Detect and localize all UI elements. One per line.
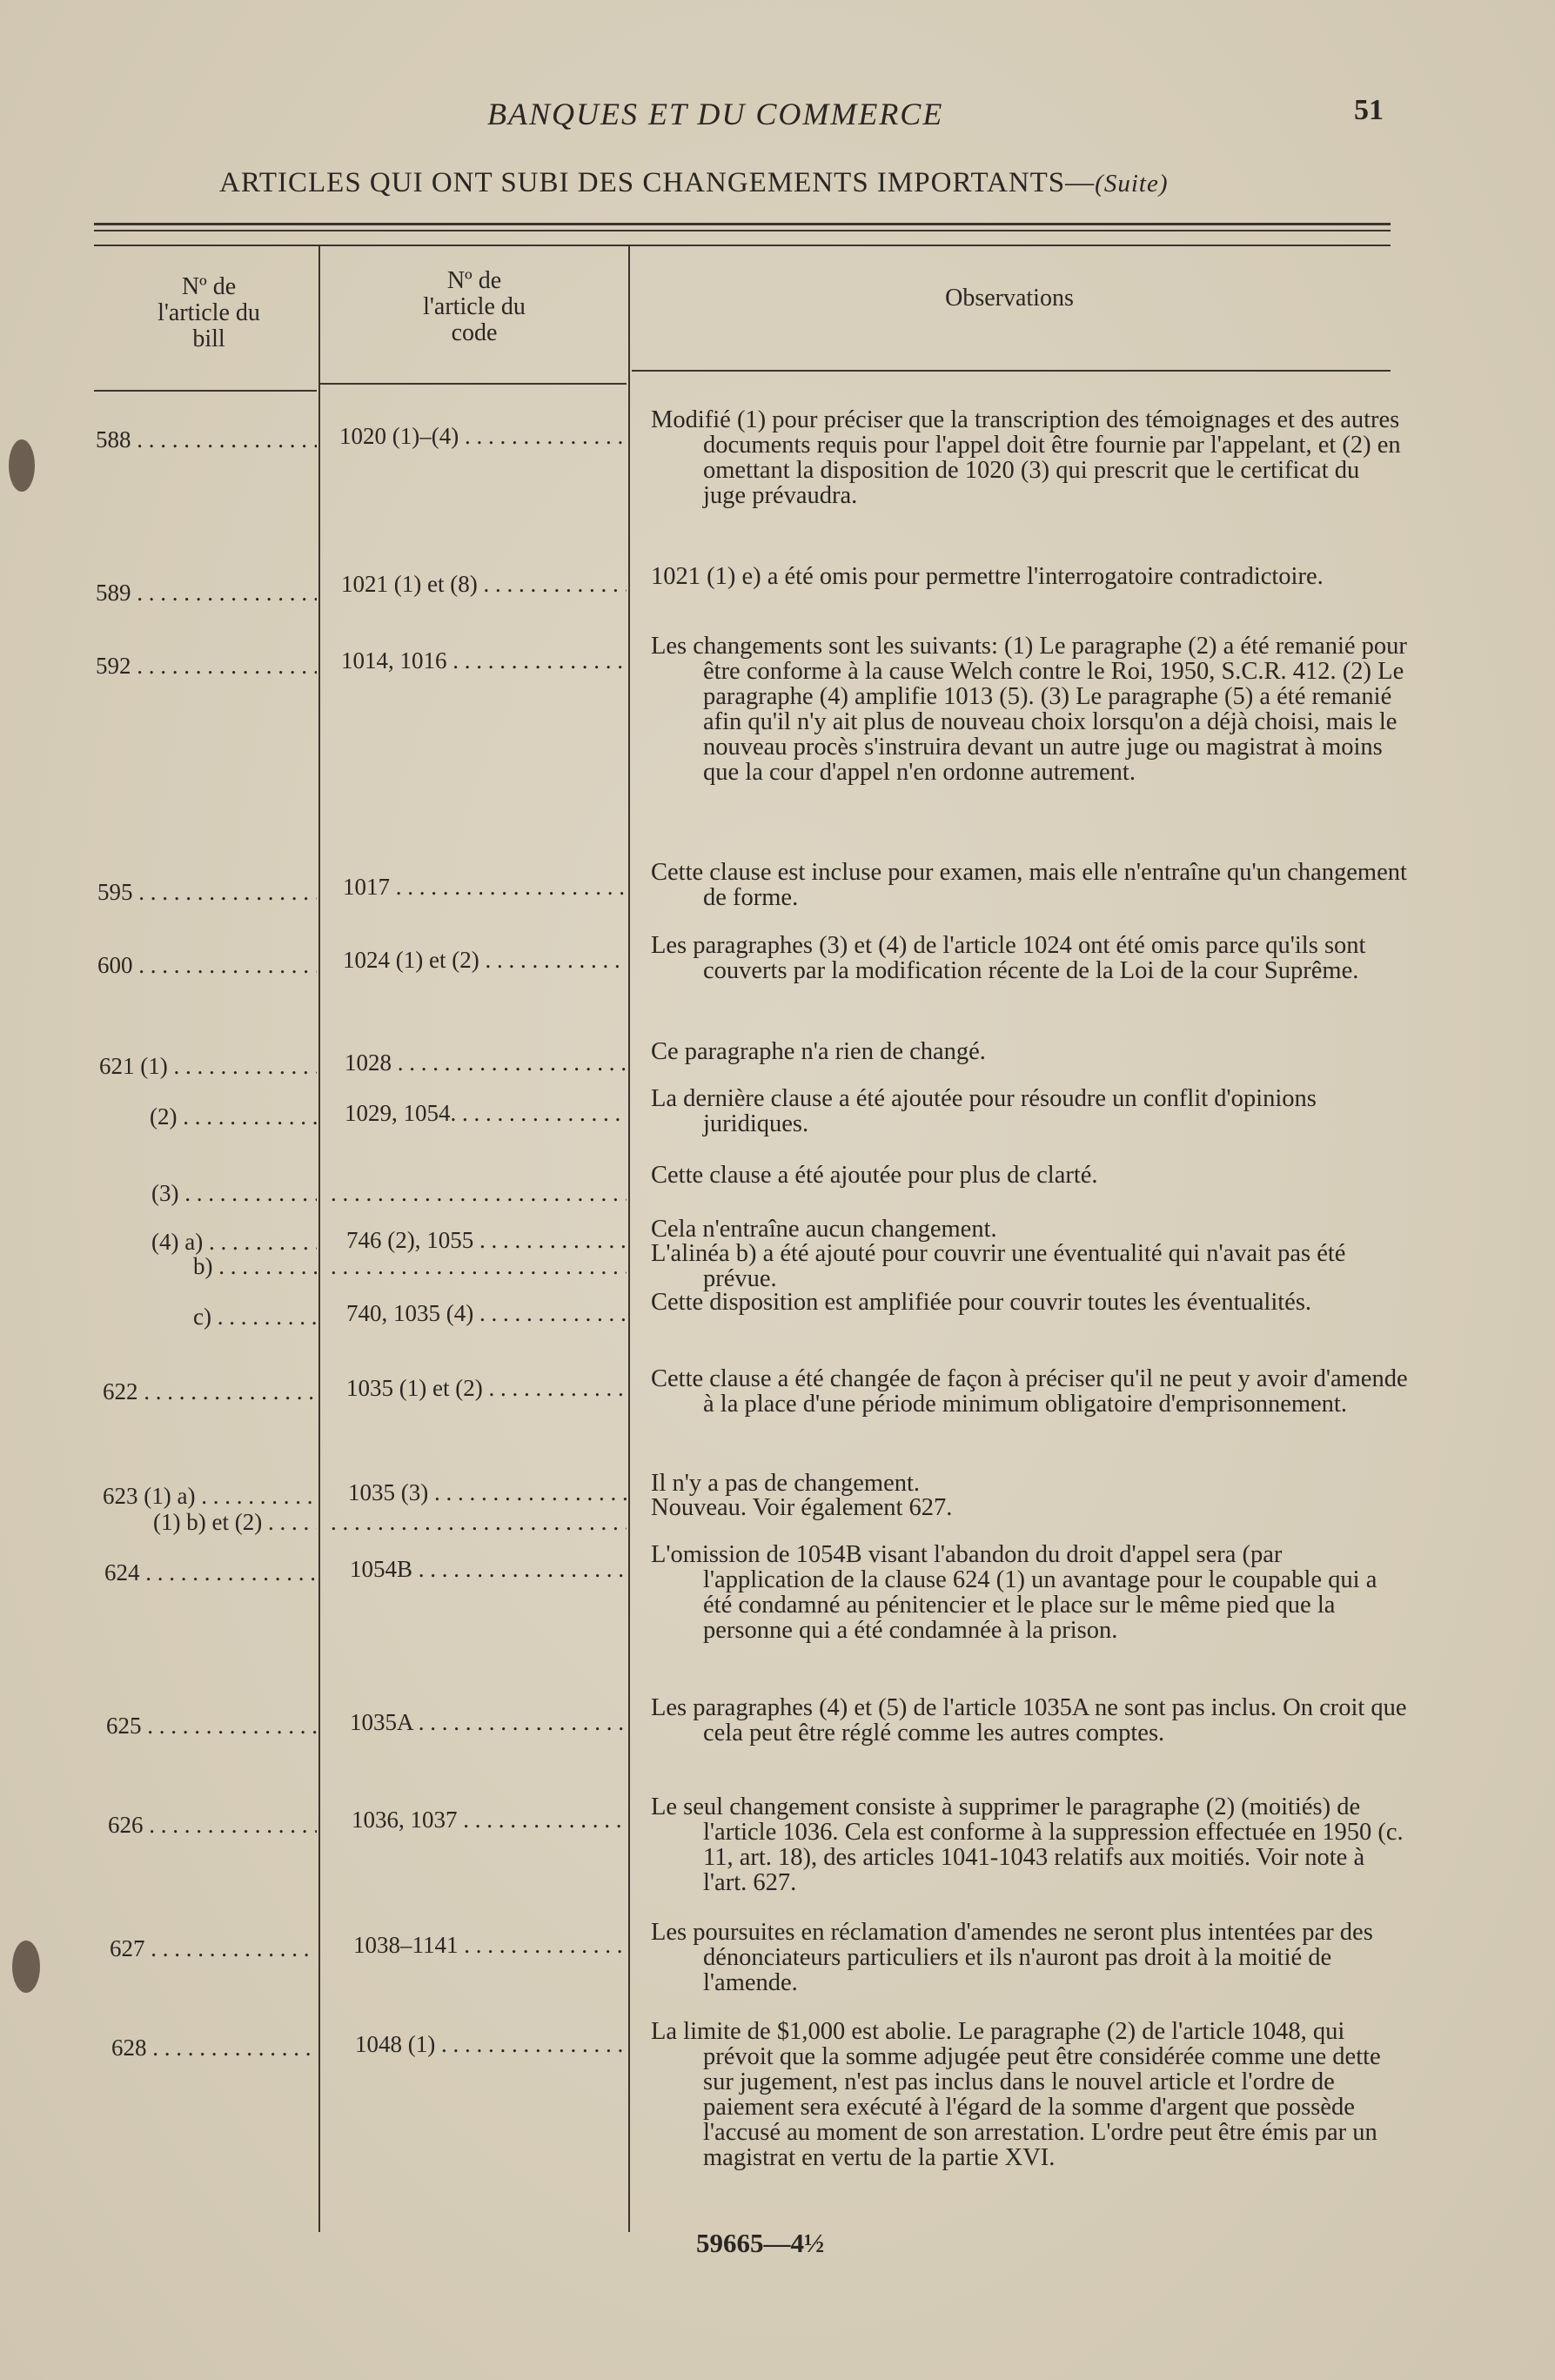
table-row-code: 1024 (1) et (2) . . . bbox=[343, 947, 627, 974]
top-rule-2 bbox=[94, 230, 1391, 231]
header-rule-code bbox=[320, 383, 627, 385]
table-row-observation: La limite de $1,000 est abolie. Le paragraphe (2) de l'article 1048, qui prévoit que la somme adjugée peut être considérée comme une dette sur jugement, n'est pas inclus dans le nouvel article et l'ordre de paiement sera exécuté à l'égard de la somme d'argent que possède l'accusé au moment de son arrestation. L'ordre peut être émis par un magistrat en vertu de la partie XVI. bbox=[651, 2018, 1381, 2171]
table-row-code: 1036, 1037 . . . bbox=[352, 1807, 627, 1834]
table-row-observation: Il n'y a pas de changement. bbox=[651, 1470, 921, 1497]
table-row-observation: Cette clause a été ajoutée pour plus de clarté. bbox=[651, 1162, 1098, 1189]
table-row-bill: 622 . . . bbox=[103, 1378, 317, 1405]
table-row-observation: L'alinéa b) a été ajouté pour couvrir une éventualité qui n'avait pas été prévue. bbox=[651, 1240, 1346, 1292]
column-divider-2 bbox=[628, 246, 630, 2232]
table-row-bill: 628 . . . bbox=[111, 2035, 317, 2062]
table-title-suite: (Suite) bbox=[1095, 170, 1169, 198]
table-row-code: 1035 (3) . . . bbox=[348, 1479, 627, 1506]
table-row-bill: 626 . . . bbox=[108, 1812, 317, 1839]
table-row-code bbox=[331, 1253, 627, 1280]
table-row-observation: Les poursuites en réclamation d'amendes ne seront plus intentées par des dénonciateurs particuliers et ils n'auront pas droit à la moitié de l'amende. bbox=[651, 1919, 1373, 1996]
top-rule-3 bbox=[94, 245, 1391, 246]
column-header-code: Nº de l'article du code bbox=[423, 267, 526, 346]
table-row-code: 746 (2), 1055 . . . bbox=[346, 1227, 627, 1254]
table-row-bill: 624 . . . bbox=[104, 1559, 317, 1586]
table-row-observation: Modifié (1) pour préciser que la transcription des témoignages et des autres documents requis pour l'appel doit être fournie par l'appelant, et (2) en omettant la disposition de 1020 (3) qui prescrit que le certificat du juge prévaudra. bbox=[651, 406, 1401, 509]
table-row-code: 1054B . . . bbox=[350, 1556, 627, 1583]
table-row-bill: 589 . . . bbox=[96, 580, 317, 607]
table-row-code: 1021 (1) et (8) . . . bbox=[341, 571, 627, 598]
table-row-observation: Cette disposition est amplifiée pour couvrir toutes les éventualités. bbox=[651, 1289, 1312, 1316]
table-row-bill: (2) . . . bbox=[150, 1103, 317, 1130]
table-row-observation: La dernière clause a été ajoutée pour résoudre un conflit d'opinions juridiques. bbox=[651, 1085, 1317, 1137]
table-title bbox=[219, 167, 1168, 199]
column-header-bill: Nº de l'article du bill bbox=[158, 273, 260, 352]
header-rule-observations bbox=[632, 370, 1391, 372]
top-rule-1 bbox=[94, 223, 1391, 225]
table-row-code: 1038–1141 . . . bbox=[353, 1932, 627, 1959]
table-row-bill: 588 . . . bbox=[96, 426, 317, 453]
table-row-bill: 592 . . . bbox=[96, 653, 317, 680]
table-title-text: ARTICLES QUI ONT SUBI DES CHANGEMENTS IMPORTANTS— bbox=[219, 167, 1096, 198]
column-header-observations: Observations bbox=[945, 285, 1074, 312]
table-row-bill: 621 (1) . . . bbox=[99, 1053, 317, 1080]
binding-hole-mark bbox=[9, 439, 35, 492]
table-row-code: 1048 (1) . . . bbox=[355, 2031, 627, 2058]
table-row-observation: L'omission de 1054B visant l'abandon du droit d'appel sera (par l'application de la clause 624 (1) un avantage pour le coupable qui a été condamné au pénitencier et le place sur le même pied que la personne qui a été condamnée à la prison. bbox=[651, 1541, 1377, 1644]
table-row-observation: Cette clause a été changée de façon à préciser qu'il ne peut y avoir d'amende à la place d'une période minimum obligatoire d'emprisonnement. bbox=[651, 1365, 1408, 1418]
table-row-bill: 600 . . . bbox=[97, 952, 317, 979]
table-row-code bbox=[331, 1509, 627, 1536]
print-signature: 59665—4½ bbox=[696, 2228, 825, 2258]
table-row-observation: Cette clause est incluse pour examen, mais elle n'entraîne qu'un changement de forme. bbox=[651, 859, 1407, 911]
column-divider-1 bbox=[318, 246, 320, 2232]
table-row-observation: Cela n'entraîne aucun changement. bbox=[651, 1216, 997, 1243]
table-row-observation: Ce paragraphe n'a rien de changé. bbox=[651, 1038, 986, 1065]
table-row-bill: (3) . . . bbox=[151, 1180, 317, 1207]
table-row-bill: (4) a) . . . bbox=[151, 1229, 317, 1256]
binding-hole-mark bbox=[12, 1941, 40, 1993]
table-row-code bbox=[331, 1180, 627, 1207]
table-row-bill: 623 (1) a) . . . bbox=[103, 1483, 317, 1510]
table-row-code: 1028 . . . bbox=[345, 1049, 627, 1076]
table-row-observation: Nouveau. Voir également 627. bbox=[651, 1494, 953, 1521]
table-row-observation: 1021 (1) e) a été omis pour permettre l'interrogatoire contradictoire. bbox=[651, 563, 1324, 590]
table-row-bill: 595 . . . bbox=[97, 879, 317, 906]
table-row-observation: Le seul changement consiste à supprimer le paragraphe (2) (moitiés) de l'article 1036. Cela est conforme à la suppression effectuée en 1950 (c. 11, art. 18), des articles 1041-1043 relatifs aux moitiés. Voir note à l'art. 627. bbox=[651, 1793, 1404, 1896]
table-row-bill: b) . . . bbox=[193, 1253, 317, 1280]
table-row-code: 1035A . . . bbox=[350, 1709, 627, 1736]
table-row-observation: Les paragraphes (3) et (4) de l'article 1024 ont été omis parce qu'ils sont couverts par la modification récente de la Loi de la cour Suprême. bbox=[651, 932, 1366, 984]
table-row-bill: 625 . . . bbox=[106, 1713, 317, 1740]
table-row-code: 1017 . . . bbox=[343, 874, 627, 901]
table-row-bill: (1) b) et (2) . . . bbox=[153, 1509, 317, 1536]
table-row-code: 1035 (1) et (2) . . . bbox=[346, 1375, 627, 1402]
table-row-observation: Les paragraphes (4) et (5) de l'article 1035A ne sont pas inclus. On croit que cela peut être réglé comme les autres comptes. bbox=[651, 1694, 1407, 1746]
table-row-code: 1014, 1016 . . . bbox=[341, 647, 627, 674]
table-row-code: 1029, 1054. . . . bbox=[345, 1100, 627, 1127]
running-title: BANQUES ET DU COMMERCE bbox=[487, 97, 944, 131]
table-row-code: 1020 (1)–(4) . . . bbox=[339, 423, 627, 450]
table-row-bill: 627 . . . bbox=[110, 1935, 317, 1962]
header-rule-bill bbox=[94, 390, 317, 392]
page-number: 51 bbox=[1354, 94, 1384, 126]
table-row-observation: Les changements sont les suivants: (1) Le paragraphe (2) a été remanié pour être conforme à la cause Welch contre le Roi, 1950, S.C.R. 412. (2) Le paragraphe (4) amplifie 1013 (5). (3) Le paragraphe (5) a été remanié afin qu'il n'y ait plus de nouveau choix lorsqu'on a déjà choisi, mais le nouveau procès s'instruira devant un autre juge ou magistrat à moins que la cour d'appel n'en ordonne autrement. bbox=[651, 633, 1407, 786]
table-row-code: 740, 1035 (4) . . . bbox=[346, 1300, 627, 1327]
table-row-bill: c) . . . bbox=[193, 1304, 317, 1331]
